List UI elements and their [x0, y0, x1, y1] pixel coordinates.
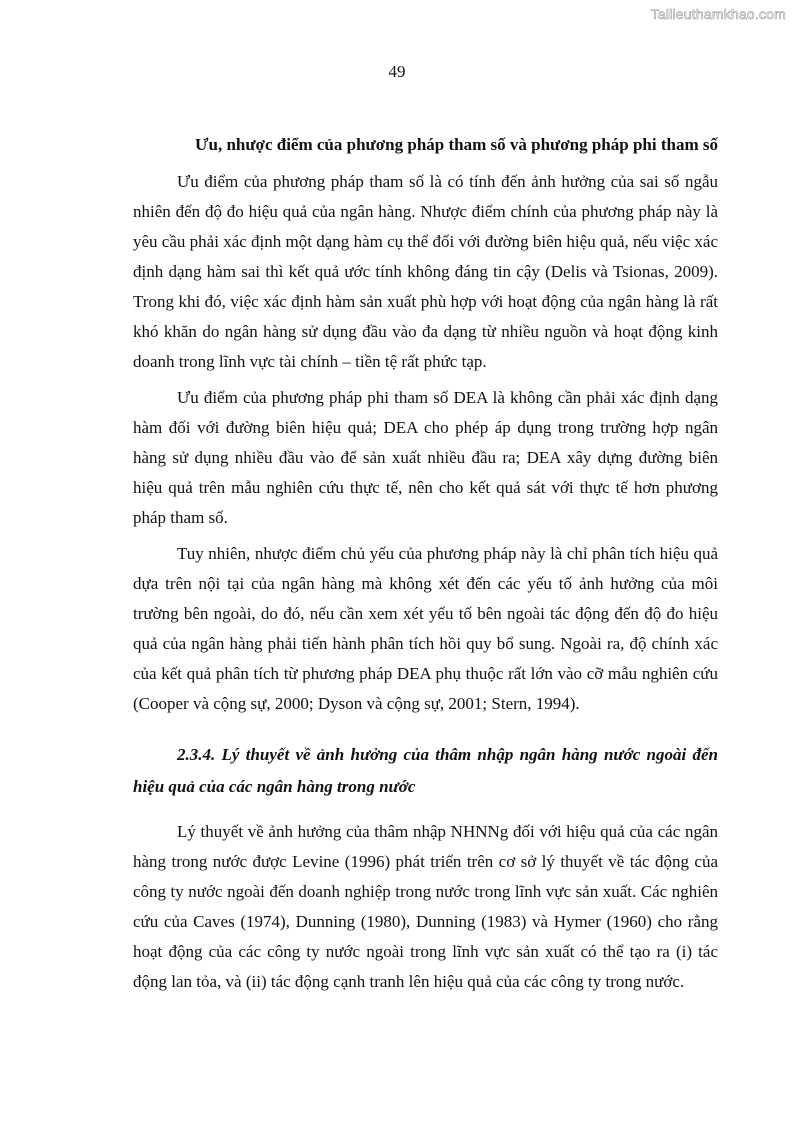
section-heading: 2.3.4. Lý thuyết về ảnh hưởng của thâm nhập ngân hàng nước ngoài đến hiệu quả của các ngân hàng trong nước: [133, 745, 718, 796]
paragraph-section-body: Lý thuyết về ảnh hưởng của thâm nhập NHNNg đối với hiệu quả của các ngân hàng trong nước được Levine (1996) phát triển trên cơ sở lý thuyết về tác động của công ty nước ngoài đến doanh nghiệp trong nước trong lĩnh vực sản xuất. Các nghiên cứu của Caves (1974), Dunning (1980), Dunning (1983) và Hymer (1960) cho rằng hoạt động của các công ty nước ngoài trong lĩnh vực sản xuất có thể tạo ra (i) tác động lan tỏa, và (ii) tác động cạnh tranh lên hiệu quả của các công ty trong nước.: [133, 822, 718, 991]
paragraph-dea-disadvantages: Tuy nhiên, nhược điểm chủ yếu của phương pháp này là chỉ phân tích hiệu quả dựa trên nội tại của ngân hàng mà không xét đến các yếu tố ảnh hưởng của môi trường bên ngoài, do đó, nếu cần xem xét yếu tố bên ngoài tác động đến độ đo hiệu quả của ngân hàng phải tiến hành phân tích hồi quy bổ sung. Ngoài ra, độ chính xác của kết quả phân tích từ phương pháp DEA phụ thuộc rất lớn vào cỡ mẫu nghiên cứu (Cooper và cộng sự, 2000; Dyson và cộng sự, 2001; Stern, 1994).: [133, 544, 718, 713]
watermark: Tailieuthamkhao.com: [650, 6, 786, 22]
page-content: [133, 131, 718, 1003]
subheading: Ưu, nhược điểm của phương pháp tham số và phương pháp phi tham số: [194, 135, 718, 154]
page-number: 49: [388, 62, 406, 81]
paragraph-dea-advantages: Ưu điểm của phương pháp phi tham số DEA là không cần phải xác định dạng hàm đối với đường biên hiệu quả; DEA cho phép áp dụng trong trường hợp ngân hàng sử dụng nhiều đầu vào để sản xuất nhiều đầu ra; DEA xây dựng đường biên hiệu quả trên mẫu nghiên cứu thực tế, nên cho kết quả sát với thực tế hơn phương pháp tham số.: [133, 388, 718, 527]
paragraph-parametric-advantages: Ưu điểm của phương pháp tham số là có tính đến ảnh hưởng của sai số ngẫu nhiên đến độ đo hiệu quả của ngân hàng. Nhược điểm chính của phương pháp này là yêu cầu phải xác định một dạng hàm cụ thể đối với đường biên hiệu quả, nếu việc xác định dạng hàm sai thì kết quả ước tính không đáng tin cậy (Delis và Tsionas, 2009). Trong khi đó, việc xác định hàm sản xuất phù hợp với hoạt động của ngân hàng là rất khó khăn do ngân hàng sử dụng đầu vào đa dạng từ nhiều nguồn và hoạt động kinh doanh trong lĩnh vực tài chính – tiền tệ rất phức tạp.: [133, 172, 718, 371]
